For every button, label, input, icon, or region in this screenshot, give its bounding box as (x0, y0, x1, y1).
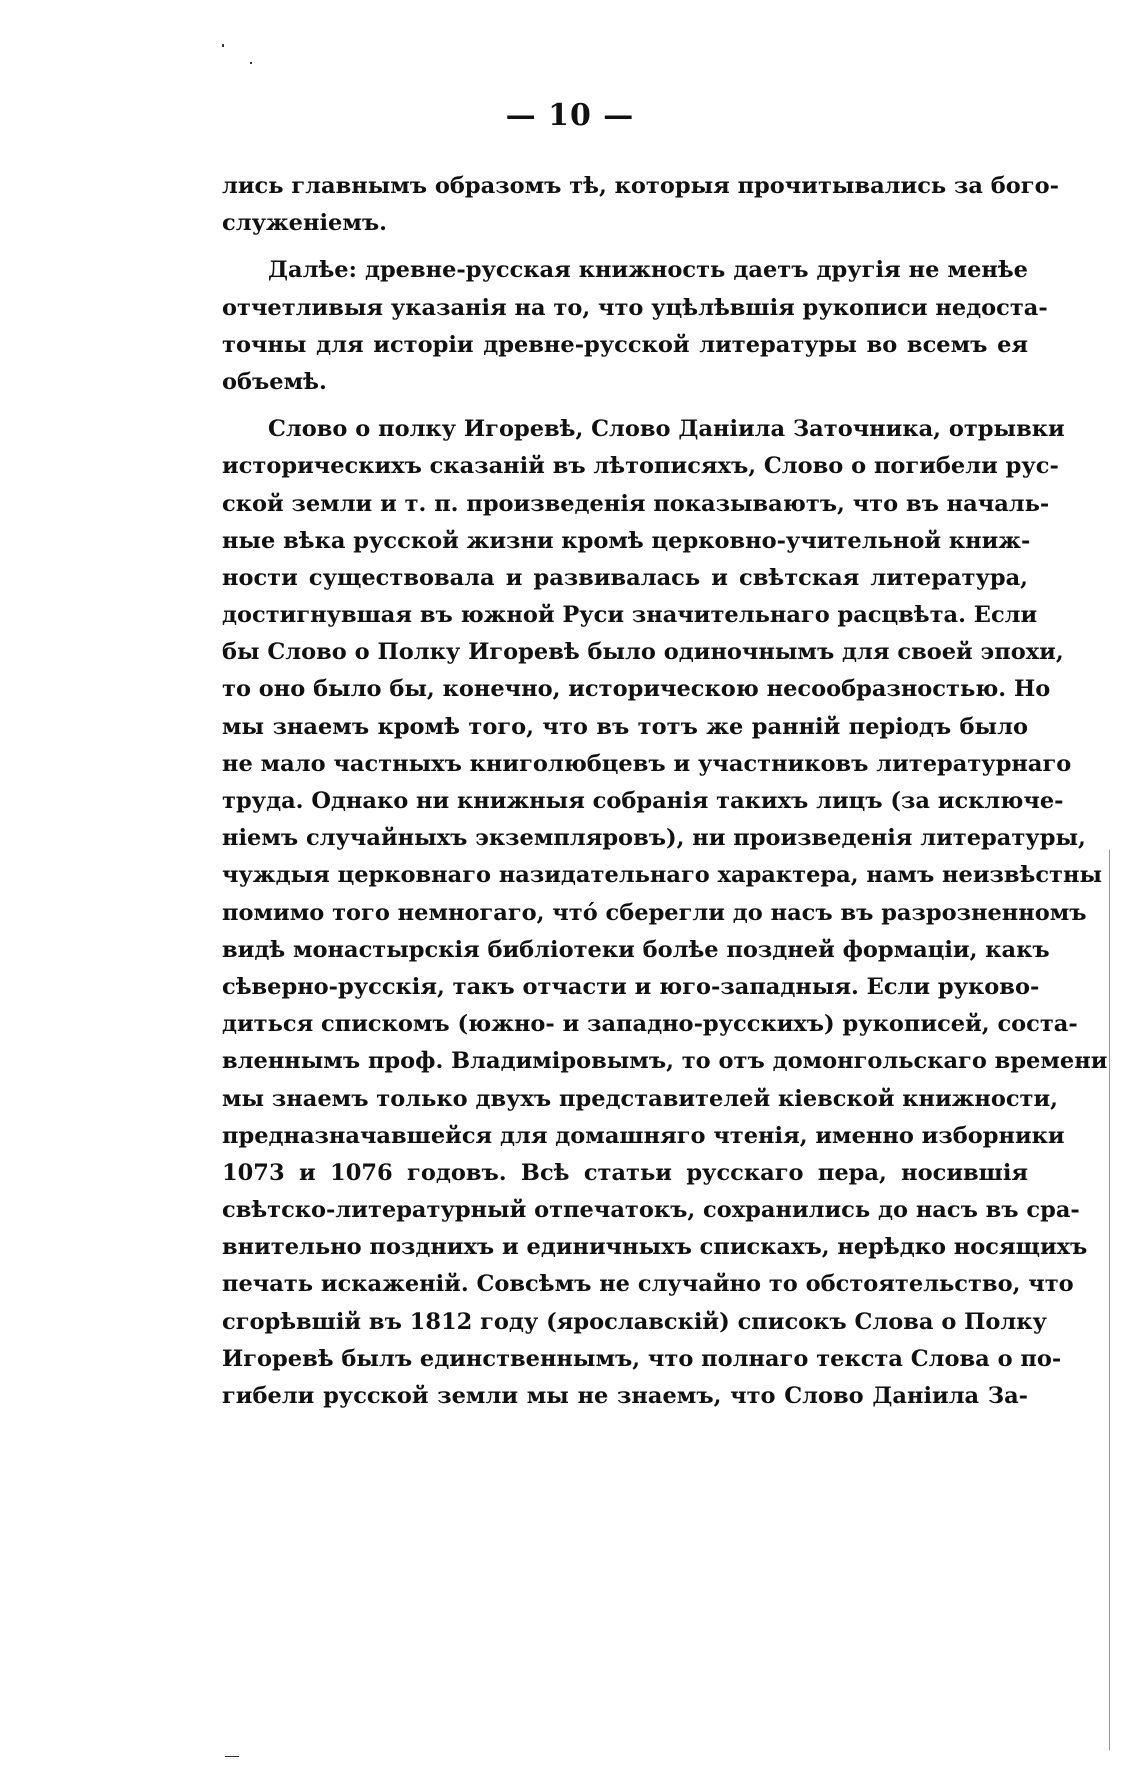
text-line: чуждыя церковнаго назидательнаго характера, намъ неизвѣстны (222, 862, 1102, 889)
text-line: бы Слово о Полку Игоревѣ было одиночнымъ для своей эпохи, (222, 639, 1064, 666)
text-line: гибели русской земли мы не знаемъ, что Слово Даніила За- (222, 1383, 1028, 1409)
text-line: сѣверно-русскія, такъ отчасти и юго-западныя. Если руково- (222, 973, 1040, 1000)
text-line: достигнувшая въ южной Руси значительнаго расцвѣта. Если (222, 602, 1038, 629)
text-line: то оно было бы, конечно, историческою несообразностью. Но (222, 676, 1051, 703)
paragraph-1 (222, 168, 1059, 242)
text-line: точны для исторіи древне-русской литературы во всемъ ея (222, 331, 1028, 358)
text-line: 1073 и 1076 годовъ. Всѣ статьи русскаго пера, носившія (222, 1159, 1028, 1186)
paragraph-2 (222, 252, 1048, 401)
text-line: предназначавшейся для домашняго чтенія, именно изборники (222, 1122, 1065, 1149)
text-line: объемѣ. (222, 368, 327, 395)
page-edge-line (1109, 850, 1110, 1750)
text-line: ской земли и т. п. произведенія показываютъ, что въ началь- (222, 490, 1050, 517)
text-line: ности существовала и развивалась и свѣтская литература, (222, 564, 1028, 591)
text-line: Слово о полку Игоревѣ, Слово Даніила Заточника, отрывки (268, 416, 1065, 443)
text-line: внительно позднихъ и единичныхъ спискахъ, нерѣдко носящихъ (222, 1234, 1088, 1261)
scan-speck (222, 44, 224, 47)
text-line: ніемъ случайныхъ экземпляровъ), ни произведенія литературы, (222, 825, 1086, 852)
text-line: диться спискомъ (южно- и западно-русскихъ) рукописей, соста- (222, 1011, 1078, 1038)
text-line: не мало частныхъ книголюбцевъ и участниковъ литературнаго (222, 750, 1072, 777)
text-line: Далѣе: древне-русская книжность даетъ другія не менѣе (268, 257, 1028, 284)
text-line: ные вѣка русской жизни кромѣ церковно-учительной книж- (222, 527, 1031, 554)
page-number: — 10 — (505, 98, 635, 133)
text-line: помимо того немногаго, чтó сберегли до насъ въ разрозненномъ (222, 899, 1087, 926)
text-line: сгорѣвшій въ 1812 году (ярославскій) списокъ Слова о Полку (222, 1308, 1047, 1335)
text-line: видѣ монастырскія библіотеки болѣе поздней формаціи, какъ (222, 936, 1050, 963)
scan-speck (225, 1756, 239, 1757)
paragraph-3 (222, 411, 1108, 1415)
text-line: мы знаемъ только двухъ представителей кіевской книжности, (222, 1085, 1059, 1112)
text-line: труда. Однако ни книжныя собранія такихъ лицъ (за исключе- (222, 788, 1064, 814)
body-text (222, 168, 1108, 1415)
text-line: лись главнымъ образомъ тѣ, которыя прочитывались за бого- (222, 173, 1059, 199)
text-line: служеніемъ. (222, 210, 387, 237)
text-line: отчетливыя указанія на то, что уцѣлѣвшія рукописи недоста- (222, 294, 1048, 321)
text-line: историческихъ сказаній въ лѣтописяхъ, Слово о погибели рус- (222, 453, 1059, 480)
text-line: печать искаженій. Совсѣмъ не случайно то обстоятельство, что (222, 1271, 1074, 1298)
text-line: Игоревѣ былъ единственнымъ, что полнаго текста Слова о по- (222, 1345, 1062, 1372)
text-line: свѣтско-литературный отпечатокъ, сохранились до насъ въ сра- (222, 1197, 1080, 1224)
text-line: мы знаемъ кромѣ того, что въ тотъ же ранній періодъ было (222, 713, 1028, 740)
text-line: вленнымъ проф. Владиміровымъ, то отъ домонгольскаго времени (222, 1048, 1108, 1075)
scan-speck (250, 62, 252, 64)
